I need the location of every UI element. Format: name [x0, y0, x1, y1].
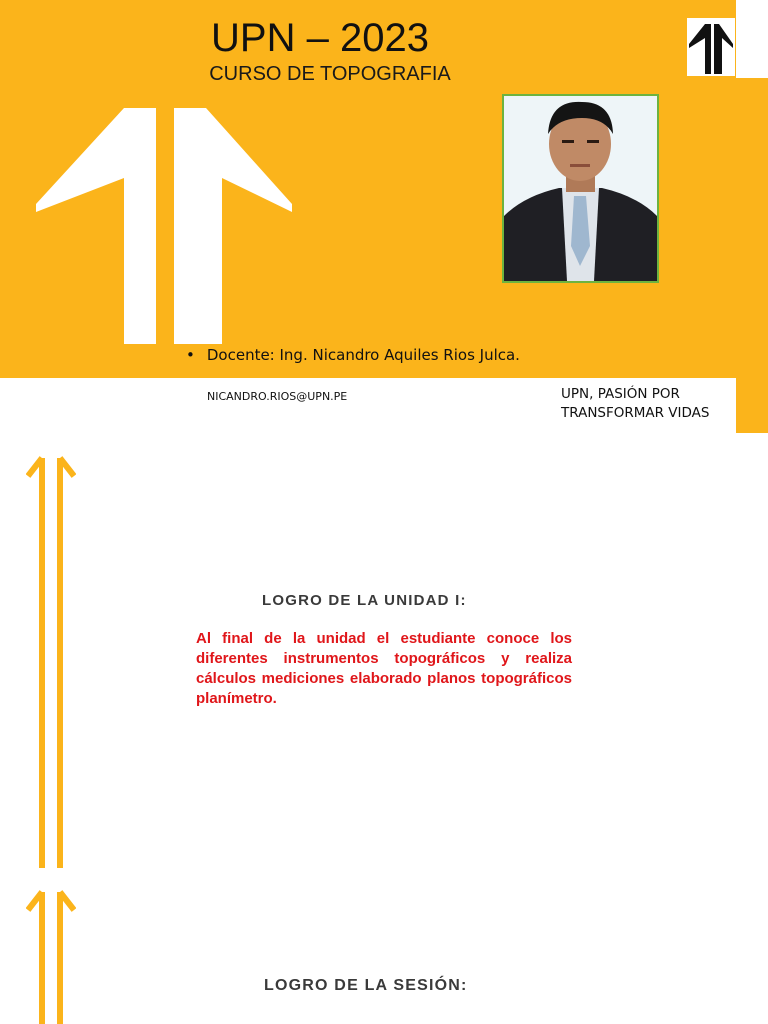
- header-banner-strip: [736, 78, 768, 433]
- instructor-email: NICANDRO.RIOS@UPN.PE: [207, 390, 348, 403]
- upn-logo-small: [687, 18, 735, 76]
- page-title: UPN – 2023: [211, 16, 429, 60]
- decor-arrow-lines-upper: [26, 450, 76, 868]
- decor-arrow-lines-lower: [26, 884, 76, 1024]
- slogan-line-2: TRANSFORMAR VIDAS: [561, 405, 710, 421]
- session-achievement-heading: LOGRO DE LA SESIÓN:: [264, 977, 468, 994]
- course-subtitle: CURSO DE TOPOGRAFIA: [209, 63, 451, 85]
- instructor-line: [186, 346, 520, 364]
- unit-achievement-heading: LOGRO DE LA UNIDAD I:: [262, 592, 467, 609]
- unit-achievement-text: Al final de la unidad el estudiante conoce los diferentes instrumentos topográficos y realiza cálculos mediciones elaborado planos topográficos planímetro.: [196, 630, 572, 707]
- slogan-line-1: UPN, PASIÓN POR: [561, 386, 680, 402]
- instructor-photo: [502, 94, 659, 283]
- slogan: [561, 385, 710, 423]
- instructor-name: Docente: Ing. Nicandro Aquiles Rios Julca.: [206, 346, 520, 364]
- bullet-icon: •: [186, 346, 195, 364]
- upn-logo-large: [36, 108, 294, 344]
